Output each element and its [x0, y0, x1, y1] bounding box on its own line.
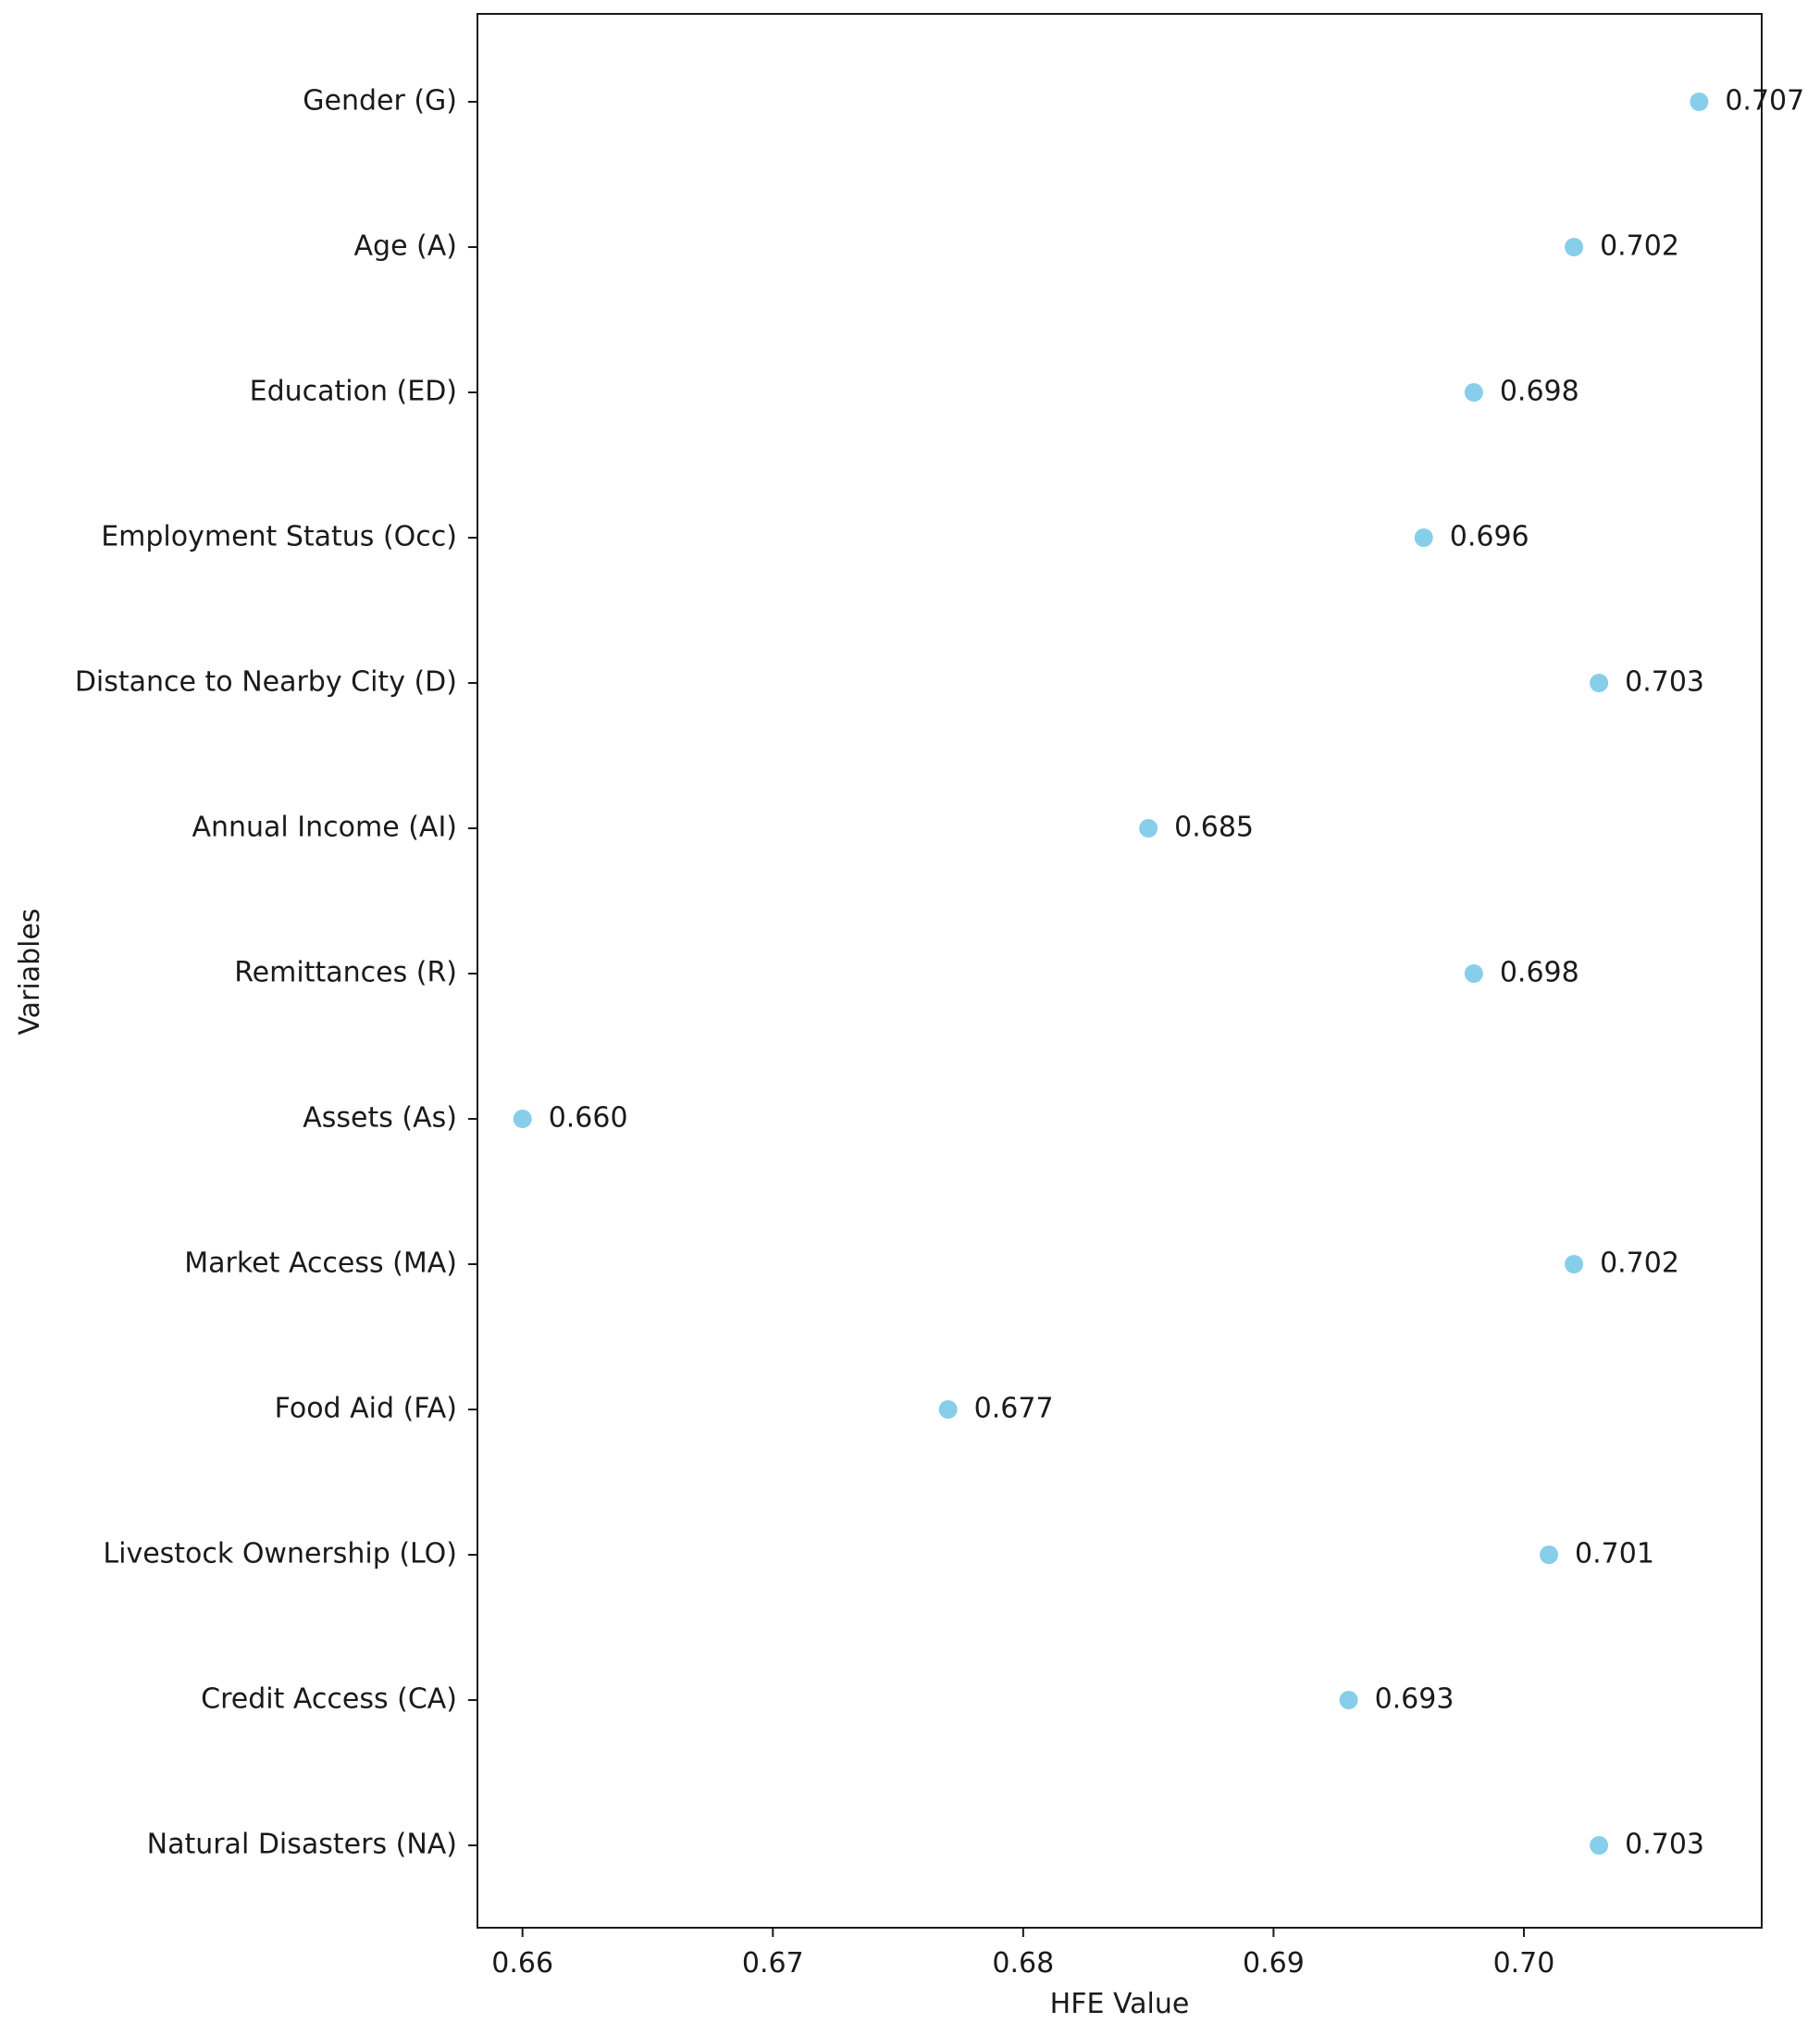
- data-point: [514, 1110, 532, 1128]
- data-label: 0.698: [1499, 375, 1579, 408]
- x-tick-label: 0.66: [491, 1947, 554, 1980]
- x-tick-label: 0.70: [1492, 1947, 1555, 1980]
- data-label: 0.702: [1600, 1247, 1679, 1280]
- x-axis: [491, 1928, 1554, 1980]
- y-tick-label: Employment Status (Occ): [101, 520, 457, 553]
- y-axis: [75, 85, 477, 1861]
- data-label: 0.677: [973, 1392, 1054, 1425]
- data-label: 0.702: [1600, 230, 1679, 263]
- data-label: 0.703: [1625, 1828, 1705, 1861]
- data-point: [1565, 238, 1583, 256]
- y-axis-title: Variables: [14, 908, 46, 1036]
- y-tick-label: Assets (As): [303, 1101, 457, 1135]
- y-tick-label: Credit Access (CA): [201, 1682, 457, 1716]
- data-point: [1590, 674, 1608, 692]
- data-point: [1565, 1255, 1583, 1273]
- data-point: [1340, 1691, 1358, 1709]
- data-label: 0.701: [1575, 1537, 1654, 1570]
- data-label: 0.685: [1174, 811, 1255, 844]
- y-tick-label: Education (ED): [249, 375, 457, 408]
- y-tick-label: Food Aid (FA): [274, 1392, 457, 1425]
- y-tick-label: Gender (G): [303, 84, 457, 118]
- data-label: 0.707: [1725, 84, 1805, 118]
- data-point: [1590, 1836, 1608, 1855]
- data-label: 0.703: [1625, 665, 1705, 699]
- data-point: [1540, 1546, 1558, 1564]
- y-tick-label: Distance to Nearby City (D): [74, 665, 457, 699]
- y-tick-label: Livestock Ownership (LO): [103, 1537, 457, 1570]
- data-point: [1690, 93, 1708, 111]
- data-point: [1465, 383, 1483, 402]
- x-tick-label: 0.69: [1242, 1947, 1305, 1980]
- y-tick-label: Age (A): [353, 230, 457, 263]
- data-point: [1415, 528, 1433, 547]
- data-label: 0.693: [1374, 1682, 1455, 1716]
- data-label: 0.698: [1499, 956, 1579, 989]
- data-label: 0.696: [1449, 520, 1529, 553]
- y-tick-label: Annual Income (AI): [192, 811, 457, 844]
- data-label: 0.660: [548, 1101, 628, 1135]
- data-point: [1139, 819, 1158, 838]
- y-tick-label: Natural Disasters (NA): [146, 1828, 457, 1861]
- x-tick-label: 0.68: [992, 1947, 1055, 1980]
- data-point: [1465, 964, 1483, 983]
- data-point: [939, 1400, 958, 1419]
- y-tick-label: Remittances (R): [234, 956, 457, 989]
- x-axis-title: HFE Value: [1049, 1988, 1190, 2020]
- y-tick-label: Market Access (MA): [184, 1247, 457, 1280]
- x-tick-label: 0.67: [741, 1947, 804, 1980]
